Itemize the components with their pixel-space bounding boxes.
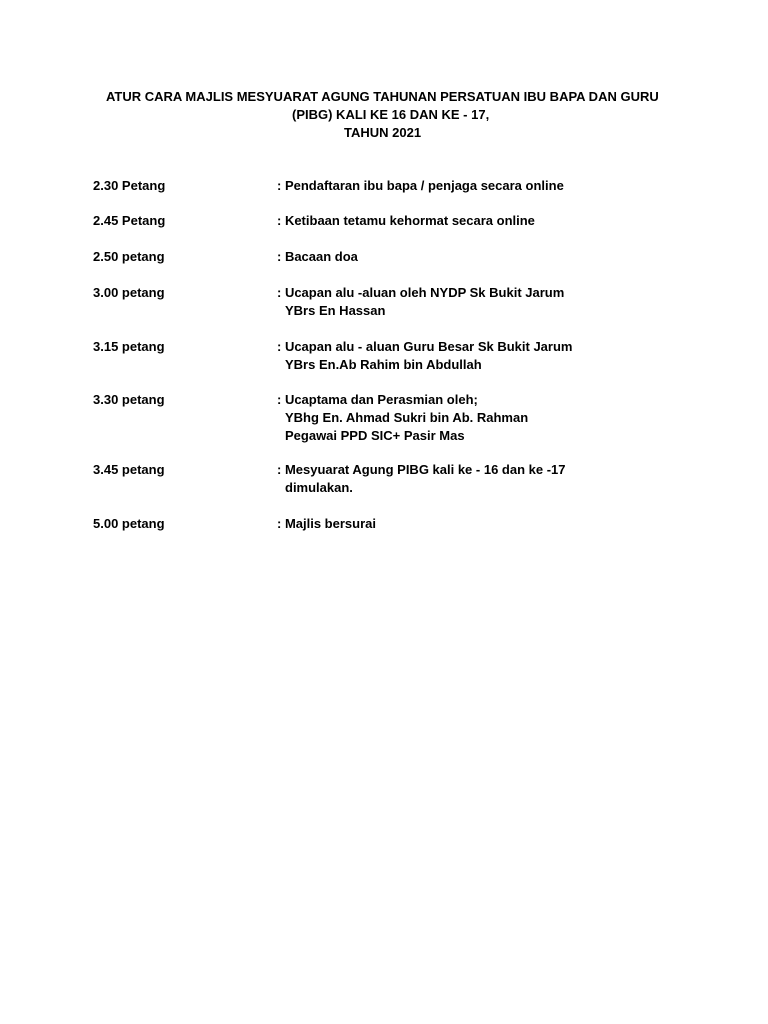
agenda-time: 3.45 petang: [93, 462, 165, 477]
agenda-description-line: : Majlis bersurai: [277, 516, 376, 531]
title-line-1: ATUR CARA MAJLIS MESYUARAT AGUNG TAHUNAN PERSATUAN IBU BAPA DAN GURU: [106, 89, 659, 104]
agenda-description-line: Pegawai PPD SIC+ Pasir Mas: [285, 428, 465, 443]
agenda-description-line: : Ucapan alu -aluan oleh NYDP Sk Bukit Jarum: [277, 285, 565, 300]
title-line-3: TAHUN 2021: [344, 125, 422, 140]
agenda-description-line: dimulakan.: [285, 480, 353, 495]
agenda-description: [277, 391, 528, 445]
agenda-description: [277, 248, 358, 266]
agenda-time: 5.00 petang: [93, 516, 165, 531]
agenda-time: 3.15 petang: [93, 339, 165, 354]
agenda-time: 3.30 petang: [93, 392, 165, 407]
agenda-description-line: YBrs En Hassan: [285, 303, 386, 318]
agenda-description: [277, 212, 535, 230]
agenda-description-line: : Ucapan alu - aluan Guru Besar Sk Bukit Jarum: [277, 339, 573, 354]
agenda-time: 2.45 Petang: [93, 213, 166, 228]
agenda-description: [277, 177, 564, 195]
agenda-description: [277, 284, 564, 320]
agenda-description-line: : Pendaftaran ibu bapa / penjaga secara online: [277, 178, 564, 193]
agenda-time: 3.00 petang: [93, 285, 165, 300]
agenda-description-line: YBrs En.Ab Rahim bin Abdullah: [285, 357, 482, 372]
agenda-description-line: : Bacaan doa: [277, 249, 358, 264]
agenda-time: 2.30 Petang: [93, 178, 166, 193]
agenda-description: [277, 461, 566, 497]
agenda-description: [277, 515, 376, 533]
agenda-description-line: : Ucaptama dan Perasmian oleh;: [277, 392, 478, 407]
agenda-description-line: : Ketibaan tetamu kehormat secara online: [277, 213, 535, 228]
title-line-2: (PIBG) KALI KE 16 DAN KE - 17,: [292, 107, 490, 122]
agenda-description-line: YBhg En. Ahmad Sukri bin Ab. Rahman: [285, 410, 529, 425]
agenda-description: [277, 338, 572, 374]
agenda-time: 2.50 petang: [93, 249, 165, 264]
agenda-description-line: : Mesyuarat Agung PIBG kali ke - 16 dan ke -17: [277, 462, 566, 477]
